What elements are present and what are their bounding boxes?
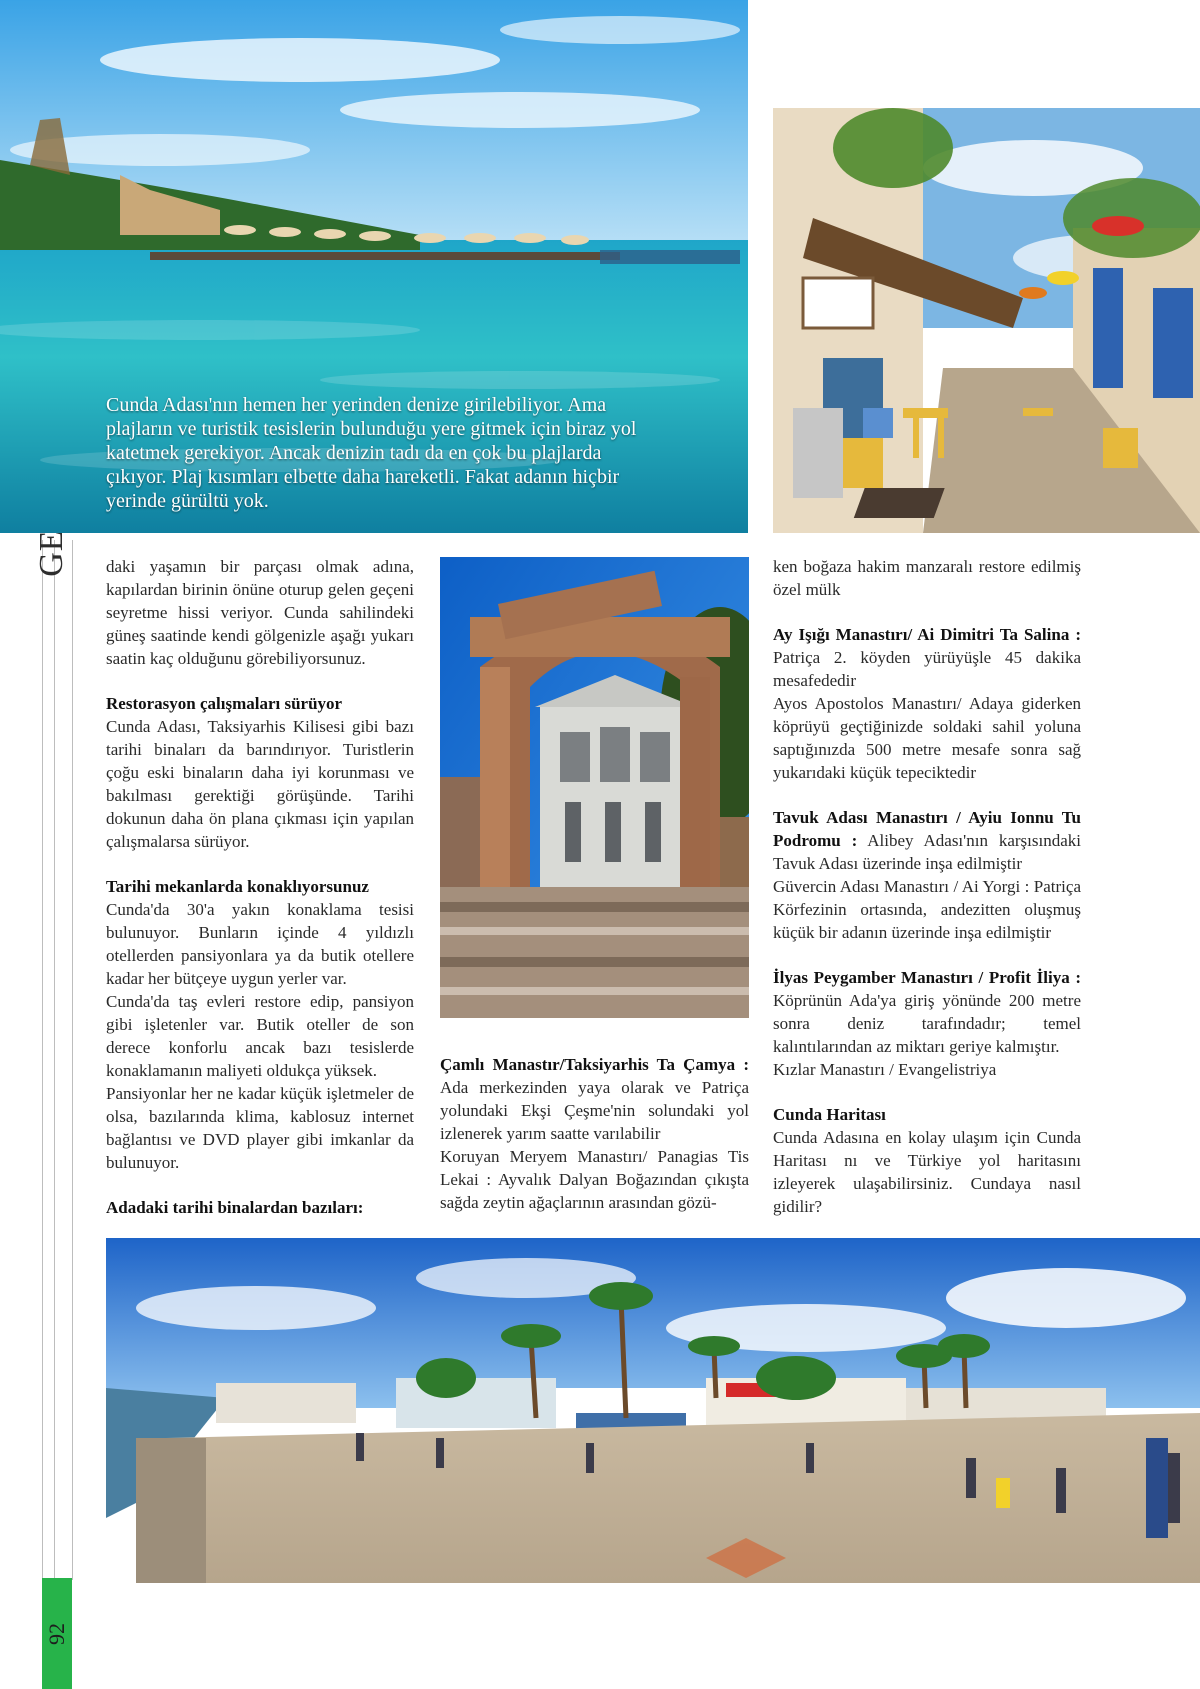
text-column-2 — [440, 1053, 749, 1214]
paragraph-koruyan: Koruyan Meryem Manastırı/ Panagias Tis Lekai : Ayvalık Dalyan Boğazından çıkışta sağda zeytin ağaçlarının arasından gözü- — [440, 1147, 749, 1212]
text-column-3 — [773, 555, 1081, 1218]
paragraph-ayos: Ayos Apostolos Manastırı/ Adaya giderken köprüyü geçtiğinizde soldaki sahil yoluna saptığınızda 500 metre mesafe sonra sağ yukarıdaki küçük tepeciktedir — [773, 694, 1081, 782]
heading-ayisigi: Ay Işığı Manastırı/ Ai Dimitri Ta Salina : — [773, 625, 1081, 644]
heading-camli: Çamlı Manastır/Taksiyarhis Ta Çamya : — [440, 1055, 749, 1074]
intro-paragraph: daki yaşamın bir parçası olmak adına, kapılardan birinin önüne oturup gelen geçeni seyretme hissi veriyor. Cunda sahilindeki güneş saatinde kendi gölgenizle aşağı yukarı saatin kaç olduğunu görebiliyorsunuz. — [106, 557, 414, 668]
harbor-panorama-photo — [106, 1238, 1200, 1583]
paragraph-kizlar: Kızlar Manastırı / Evangelistriya — [773, 1060, 997, 1079]
heading-harita: Cunda Haritası — [773, 1105, 886, 1124]
text-column-1 — [106, 555, 414, 1219]
paragraph-tavuk: Tavuk Adası Manastırı / Ayiu Ionnu Tu Podromu : Alibey Adası'nın karşısındaki Tavuk Adası üzerinde inşa edilmiştir — [773, 808, 1082, 873]
heading-tavuk: Tavuk Adası Manastırı / Ayiu Ionnu Tu Podromu : — [773, 808, 1081, 850]
hero-caption: Cunda Adası'nın hemen her yerinden denize girilebiliyor. Ama plajların ve turistik tesislerin bulunduğu yere gitmek için biraz yol katetmek gerekiyor. Ancak denizin tadı da en çok bu plajlarda çıkıyor. Plaj kısımları elbette daha hareketli. Fakat adanın hiçbir yerinde gürültü yok. — [106, 394, 637, 512]
spine-rule-right — [72, 540, 73, 1580]
paragraph-guvercin: Güvercin Adası Manastırı / Ai Yorgi : Patriça Körfezinin ortasında, andezitten oluşmuş küçük bir adanın üzerinde inşa edilmiştir — [773, 877, 1081, 942]
paragraph-ilyas: İlyas Peygamber Manastırı / Profit İliya : Köprünün Ada'ya giriş yönünde 200 metre sonra deniz tarafındadır; temel kalıntılarından az miktarı geriye kalmıştır. — [773, 968, 1081, 1056]
heading-buildings: Adadaki tarihi binalardan bazıları: — [106, 1198, 364, 1217]
paragraph-stay-2: Cunda'da taş evleri restore edip, pansiyon gibi işletenler var. Butik oteller de son derece konforlu ancak bazı tesislerde konaklamanın maliyeti oldukça yüksek. — [106, 992, 414, 1080]
heading-ilyas: İlyas Peygamber Manastırı / Profit İliya : — [773, 968, 1081, 987]
paragraph-stay-1: Cunda'da 30'a yakın konaklama tesisi bulunuyor. Bunların içinde 4 yıldızlı otellerden pansiyonlara ya da butik otellere kadar her bütçeye uygun yerler var. — [106, 900, 414, 988]
street-cafe-photo — [773, 108, 1200, 533]
spine-rule-mid — [54, 540, 55, 1580]
page-number: 92 — [44, 1622, 69, 1645]
paragraph-camli: Çamlı Manastır/Taksiyarhis Ta Çamya : Ada merkezinden yaya olarak ve Patriça yolundaki Ekşi Çeşme'nin solundaki yol izlenerek yarım saatte varılabilir — [440, 1055, 749, 1143]
heading-stay: Tarihi mekanlarda konaklıyorsunuz — [106, 877, 369, 896]
church-arch-photo — [440, 557, 749, 1018]
paragraph-restoration: Cunda Adası, Taksiyarhis Kilisesi gibi bazı tarihi binaları da barındırıyor. Turistlerin çoğu eski binaların daha iyi korunması ve bakılması gerektiği görüşünde. Tarihi dokunun daha ön plana çıkması için yapılan çalışmalarsa sürüyor. — [106, 717, 414, 851]
spine-rule-left — [42, 540, 43, 1580]
heading-restoration: Restorasyon çalışmaları sürüyor — [106, 694, 343, 713]
paragraph-ayisigi: Ay Işığı Manastırı/ Ai Dimitri Ta Salina : Patriça 2. köyden yürüyüşle 45 dakika mesafededir — [773, 625, 1081, 690]
paragraph-continued: ken boğaza hakim manzaralı restore edilmiş özel mülk — [773, 557, 1081, 599]
paragraph-harita: Cunda Adasına en kolay ulaşım için Cunda Haritası nı ve Türkiye yol haritasını izleyerek ulaşabilirsiniz. Cundaya nasıl gidilir? — [773, 1128, 1081, 1216]
paragraph-stay-3: Pansiyonlar her ne kadar küçük işletmeler de olsa, bazılarında klima, kablosuz internet bağlantısı ve DVD player gibi imkanlar da bulunuyor. — [106, 1084, 414, 1172]
